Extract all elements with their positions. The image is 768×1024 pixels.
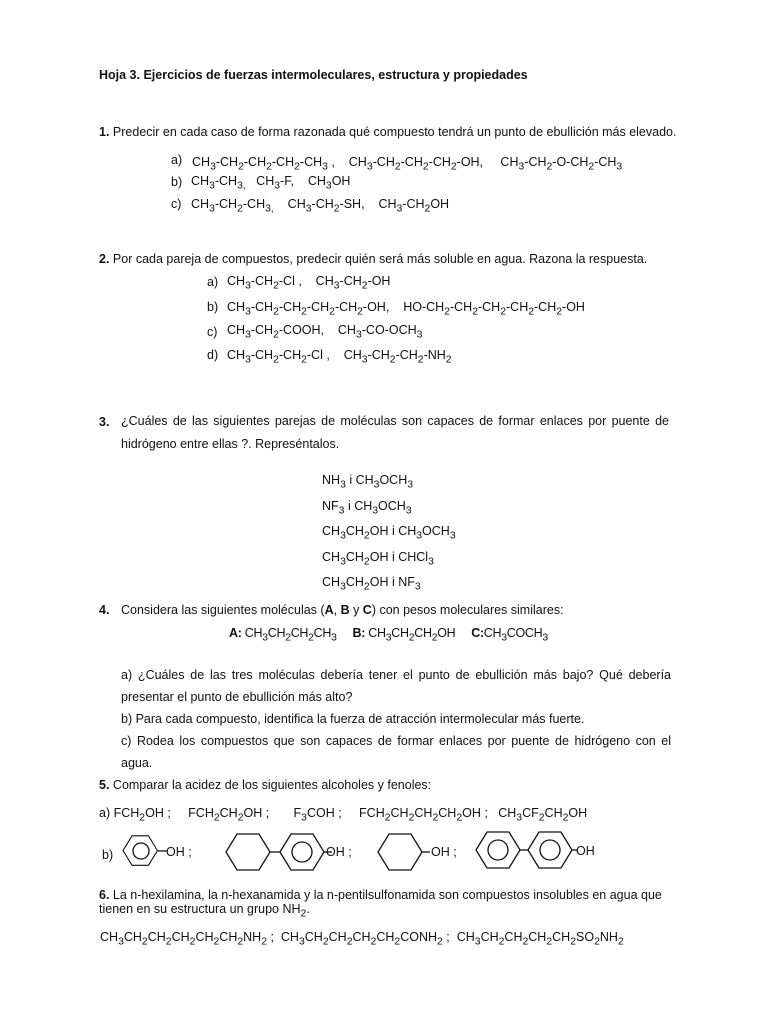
q2-a-label: a) (207, 275, 219, 289)
phenol-structure (118, 834, 168, 874)
q4-subquestions (121, 664, 671, 774)
q5-a-formulas: a) $FCH_2OH$ ; $FCH_2CH_2OH$ ; $F_3COH$ ; $FCH_2CH_2CH_2CH_2OH$ ; $CH_3CF_2CH_2OH$ (99, 806, 588, 824)
q6-formulas: $CH_3CH_2CH_2CH_2CH_2CH_2NH_2$ ; $CH_3CH_2CH_2CH_2CH_2CONH_2$ ; $CH_3CH_2CH_2CH_2CH_2SO_2NH_2$ (100, 930, 624, 948)
q2-c-formulas: $CH_3-CH_2$-COOH, $CH_3-CO-OCH_3$ (227, 323, 423, 341)
page-title: Hoja 3. Ejercicios de fuerzas intermoleculares, estructura y propiedades (99, 68, 528, 82)
phenol-oh: OH ; (166, 845, 192, 859)
q2-c-label: c) (207, 325, 218, 339)
question-6: 6. La n-hexilamina, la n-hexanamida y la n-pentilsulfonamida son compuestos insolubles en agua que tienen en su estructura un grupo $NH_2$. (99, 888, 662, 920)
q3-pair-4: $CH_3CH_2OH$ i CHCl$_3$ (322, 549, 434, 567)
q4-b: b) Para cada compuesto, identifica la fuerza de atracción intermolecular más fuerte. (121, 712, 585, 726)
q3-pair-2: $NF_3$ i $CH_3OCH_3$ (322, 498, 412, 516)
q2-d-label: d) (207, 348, 219, 362)
q5-b-label: b) (102, 848, 114, 862)
question-4-text: Considera las siguientes moléculas (A, B y C) con pesos moleculares similares: (121, 603, 564, 617)
q3-pair-5: $CH_3CH_2OH$ i $NF_3$ (322, 575, 421, 593)
q4-a: a) ¿Cuáles de las tres moléculas debería tener el punto de ebullición más bajo? Qué debería presentar el punto de ebullición más alto? (121, 668, 671, 704)
question-number: 2. (99, 252, 110, 266)
question-number: 6. (99, 888, 110, 902)
question-3-number: 3. (99, 415, 110, 429)
cyclohexanol-structure (376, 832, 436, 876)
q2-b-label: b) (207, 300, 219, 314)
q1-b-formulas: $CH_3-CH_{3,}$ $CH_3-F$, $CH_3OH$ (191, 174, 351, 192)
question-4-number: 4. (99, 603, 110, 617)
biphenylol-oh: OH (576, 844, 595, 858)
q4-molecules: A: $CH_3CH_2CH_2CH_3$ B: $CH_3CH_2CH_2OH$ $C:CH_3COCH_3$ (229, 626, 548, 644)
cyclohexylphenol-oh: OH ; (326, 845, 352, 859)
question-number: 1. (99, 125, 110, 139)
question-3-text: ¿Cuáles de las siguientes parejas de moléculas son capaces de formar enlaces por puente de hidrógeno entre ellas ?. Represéntalos. (121, 414, 669, 451)
q1-b-label: b) (171, 175, 183, 189)
q2-d-formulas: $CH_3-CH_2-CH_2-Cl$ , $CH_3-CH_2-CH_2-NH_2$ (227, 348, 452, 366)
q3-pair-1: $NH_3$ i $CH_3OCH_3$ (322, 473, 414, 491)
question-text: Por cada pareja de compuestos, predecir quién será más soluble en agua. Razona la respuesta. (109, 252, 648, 266)
q4-c: c) Rodea los compuestos que son capaces de formar enlaces por puente de hidrógeno con el agua. (121, 734, 671, 770)
question-text: Predecir en cada caso de forma razonada qué compuesto tendrá un punto de ebullición más elevado. (109, 125, 677, 139)
question-1 (99, 125, 676, 139)
q1-a-label: a) (171, 153, 183, 167)
q3-pairs (322, 470, 456, 598)
question-5 (99, 778, 431, 792)
q3-pair-3: $CH_3CH_2OH$ i $CH_3OCH_3$ (322, 524, 456, 542)
q2-a-formulas: $CH_3-CH_2-Cl$ , $CH_3-CH_2-OH$ (227, 274, 391, 292)
q2-b-formulas: $CH_3-CH_2-CH_2-CH_2-CH_2-OH$, $HO-CH_2-CH_2-CH_2-CH_2-CH_2-OH$ (227, 300, 585, 318)
biphenylol-structure (474, 830, 578, 874)
q1-a-formulas: $CH_3-CH_2-CH_2-CH_2-CH_3$ , $CH_3-CH_2-CH_2-CH_2-OH$, $CH_3-CH_2-O-CH_2-CH_3$ (192, 155, 623, 173)
q1-c-formulas: $CH_3-CH_2-CH_{3,}$ $CH_3-CH_2-SH$, $CH_3-CH_2OH$ (191, 197, 450, 215)
question-text: Comparar la acidez de los siguientes alcoholes y fenoles: (109, 778, 432, 792)
cyclohexylphenol-structure (224, 832, 334, 876)
cyclohexanol-oh: OH ; (431, 845, 457, 859)
question-2 (99, 252, 647, 266)
question-number: 5. (99, 778, 110, 792)
q1-c-label: c) (171, 197, 182, 211)
